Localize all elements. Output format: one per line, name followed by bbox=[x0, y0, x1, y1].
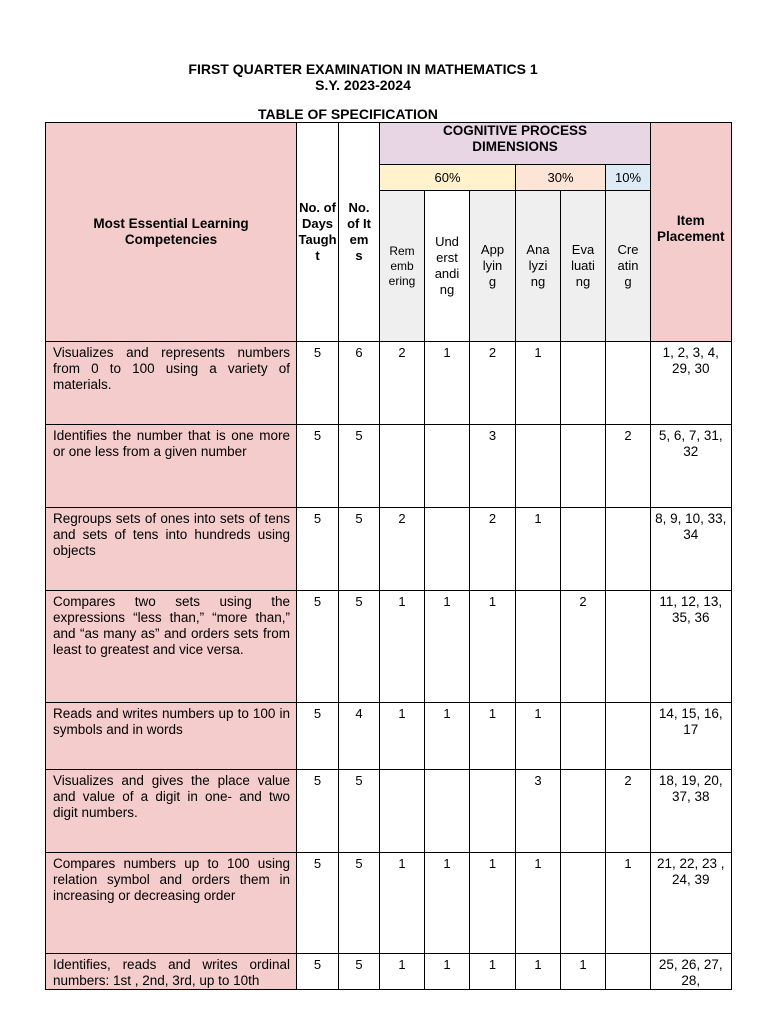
table-row bbox=[46, 853, 732, 954]
placement-cell: 8, 9, 10, 33, 34 bbox=[651, 508, 732, 591]
no-items-header: No. of Items bbox=[339, 123, 380, 342]
competency-cell: Reads and writes numbers up to 100 in symbols and in words bbox=[46, 703, 297, 770]
applying-header: Applying bbox=[470, 191, 516, 342]
eva-cell bbox=[561, 853, 606, 954]
placement-cell: 21, 22, 23 , 24, 39 bbox=[651, 853, 732, 954]
und-cell: 1 bbox=[425, 342, 470, 425]
rem-cell: 1 bbox=[380, 703, 425, 770]
rem-cell bbox=[380, 770, 425, 853]
cre-cell bbox=[606, 954, 651, 990]
items-cell: 5 bbox=[339, 954, 380, 990]
items-cell: 4 bbox=[339, 703, 380, 770]
days-cell: 5 bbox=[297, 703, 339, 770]
app-cell: 1 bbox=[470, 591, 516, 703]
school-year: S.Y. 2023-2024 bbox=[315, 77, 411, 93]
rem-cell: 1 bbox=[380, 591, 425, 703]
table-row bbox=[46, 591, 732, 703]
und-cell: 1 bbox=[425, 703, 470, 770]
eva-cell bbox=[561, 342, 606, 425]
competency-cell: Regroups sets of ones into sets of tens and sets of tens into hundreds using objects bbox=[46, 508, 297, 591]
app-cell: 2 bbox=[470, 508, 516, 591]
cre-cell: 2 bbox=[606, 425, 651, 508]
table-row bbox=[46, 342, 732, 425]
und-cell: 1 bbox=[425, 853, 470, 954]
ana-cell bbox=[516, 425, 561, 508]
table-row bbox=[46, 954, 732, 990]
app-cell: 1 bbox=[470, 703, 516, 770]
cre-cell bbox=[606, 703, 651, 770]
eva-cell: 2 bbox=[561, 591, 606, 703]
analyzing-header: Analyzing bbox=[516, 191, 561, 342]
eva-cell bbox=[561, 770, 606, 853]
placement-cell: 11, 12, 13, 35, 36 bbox=[651, 591, 732, 703]
cre-cell bbox=[606, 508, 651, 591]
ana-cell: 1 bbox=[516, 853, 561, 954]
competency-cell: Identifies the number that is one more or one less from a given number bbox=[46, 425, 297, 508]
days-cell: 5 bbox=[297, 425, 339, 508]
placement-cell: 18, 19, 20, 37, 38 bbox=[651, 770, 732, 853]
competency-cell: Identifies, reads and writes ordinal numbers: 1st , 2nd, 3rd, up to 10th bbox=[46, 954, 297, 990]
rem-cell: 2 bbox=[380, 342, 425, 425]
rem-cell bbox=[380, 425, 425, 508]
evaluating-header: Evaluating bbox=[561, 191, 606, 342]
table-row bbox=[46, 425, 732, 508]
placement-cell: 14, 15, 16, 17 bbox=[651, 703, 732, 770]
placement-cell: 25, 26, 27, 28, bbox=[651, 954, 732, 990]
items-cell: 5 bbox=[339, 508, 380, 591]
days-cell: 5 bbox=[297, 342, 339, 425]
items-cell: 5 bbox=[339, 853, 380, 954]
und-cell bbox=[425, 508, 470, 591]
app-cell: 3 bbox=[470, 425, 516, 508]
und-cell bbox=[425, 770, 470, 853]
app-cell: 1 bbox=[470, 954, 516, 990]
item-placement-header: Item Placement bbox=[651, 123, 732, 342]
table-row bbox=[46, 508, 732, 591]
eva-cell bbox=[561, 508, 606, 591]
days-cell: 5 bbox=[297, 508, 339, 591]
days-cell: 5 bbox=[297, 591, 339, 703]
table-row bbox=[46, 770, 732, 853]
competency-cell: Compares numbers up to 100 using relation symbol and orders them in increasing or decreasing order bbox=[46, 853, 297, 954]
understanding-header: Understanding bbox=[425, 191, 470, 342]
cognitive-dimensions-header: COGNITIVE PROCESS DIMENSIONS bbox=[380, 123, 651, 165]
days-cell: 5 bbox=[297, 770, 339, 853]
competencies-header: Most Essential Learning Competencies bbox=[46, 123, 297, 342]
app-cell: 2 bbox=[470, 342, 516, 425]
ana-cell bbox=[516, 591, 561, 703]
eva-cell bbox=[561, 425, 606, 508]
rem-cell: 2 bbox=[380, 508, 425, 591]
rem-cell: 1 bbox=[380, 853, 425, 954]
items-cell: 6 bbox=[339, 342, 380, 425]
days-taught-header: No. of Days Taught bbox=[297, 123, 339, 342]
rem-cell: 1 bbox=[380, 954, 425, 990]
creating-header: Creating bbox=[606, 191, 651, 342]
und-cell: 1 bbox=[425, 591, 470, 703]
ana-cell: 1 bbox=[516, 508, 561, 591]
percent-lower-order: 60% bbox=[380, 165, 516, 191]
competency-cell: Compares two sets using the expressions “less than,” “more than,” and “as many as” and orders sets from least to greatest and vice versa. bbox=[46, 591, 297, 703]
specification-table bbox=[45, 122, 732, 990]
items-cell: 5 bbox=[339, 770, 380, 853]
table-title: TABLE OF SPECIFICATION bbox=[258, 106, 438, 122]
placement-cell: 5, 6, 7, 31, 32 bbox=[651, 425, 732, 508]
cre-cell bbox=[606, 342, 651, 425]
und-cell bbox=[425, 425, 470, 508]
cre-cell bbox=[606, 591, 651, 703]
days-cell: 5 bbox=[297, 853, 339, 954]
app-cell: 1 bbox=[470, 853, 516, 954]
app-cell bbox=[470, 770, 516, 853]
placement-cell: 1, 2, 3, 4, 29, 30 bbox=[651, 342, 732, 425]
percent-middle-order: 30% bbox=[516, 165, 606, 191]
percent-higher-order: 10% bbox=[606, 165, 651, 191]
competency-cell: Visualizes and gives the place value and value of a digit in one- and two digit numbers. bbox=[46, 770, 297, 853]
eva-cell bbox=[561, 703, 606, 770]
ana-cell: 3 bbox=[516, 770, 561, 853]
ana-cell: 1 bbox=[516, 954, 561, 990]
competency-cell: Visualizes and represents numbers from 0 to 100 using a variety of materials. bbox=[46, 342, 297, 425]
exam-title: FIRST QUARTER EXAMINATION IN MATHEMATICS 1 bbox=[188, 61, 538, 77]
items-cell: 5 bbox=[339, 425, 380, 508]
days-cell: 5 bbox=[297, 954, 339, 990]
und-cell: 1 bbox=[425, 954, 470, 990]
cre-cell: 1 bbox=[606, 853, 651, 954]
cre-cell: 2 bbox=[606, 770, 651, 853]
table-row bbox=[46, 703, 732, 770]
items-cell: 5 bbox=[339, 591, 380, 703]
ana-cell: 1 bbox=[516, 703, 561, 770]
eva-cell: 1 bbox=[561, 954, 606, 990]
ana-cell: 1 bbox=[516, 342, 561, 425]
remembering-header: Remembering bbox=[380, 191, 425, 342]
